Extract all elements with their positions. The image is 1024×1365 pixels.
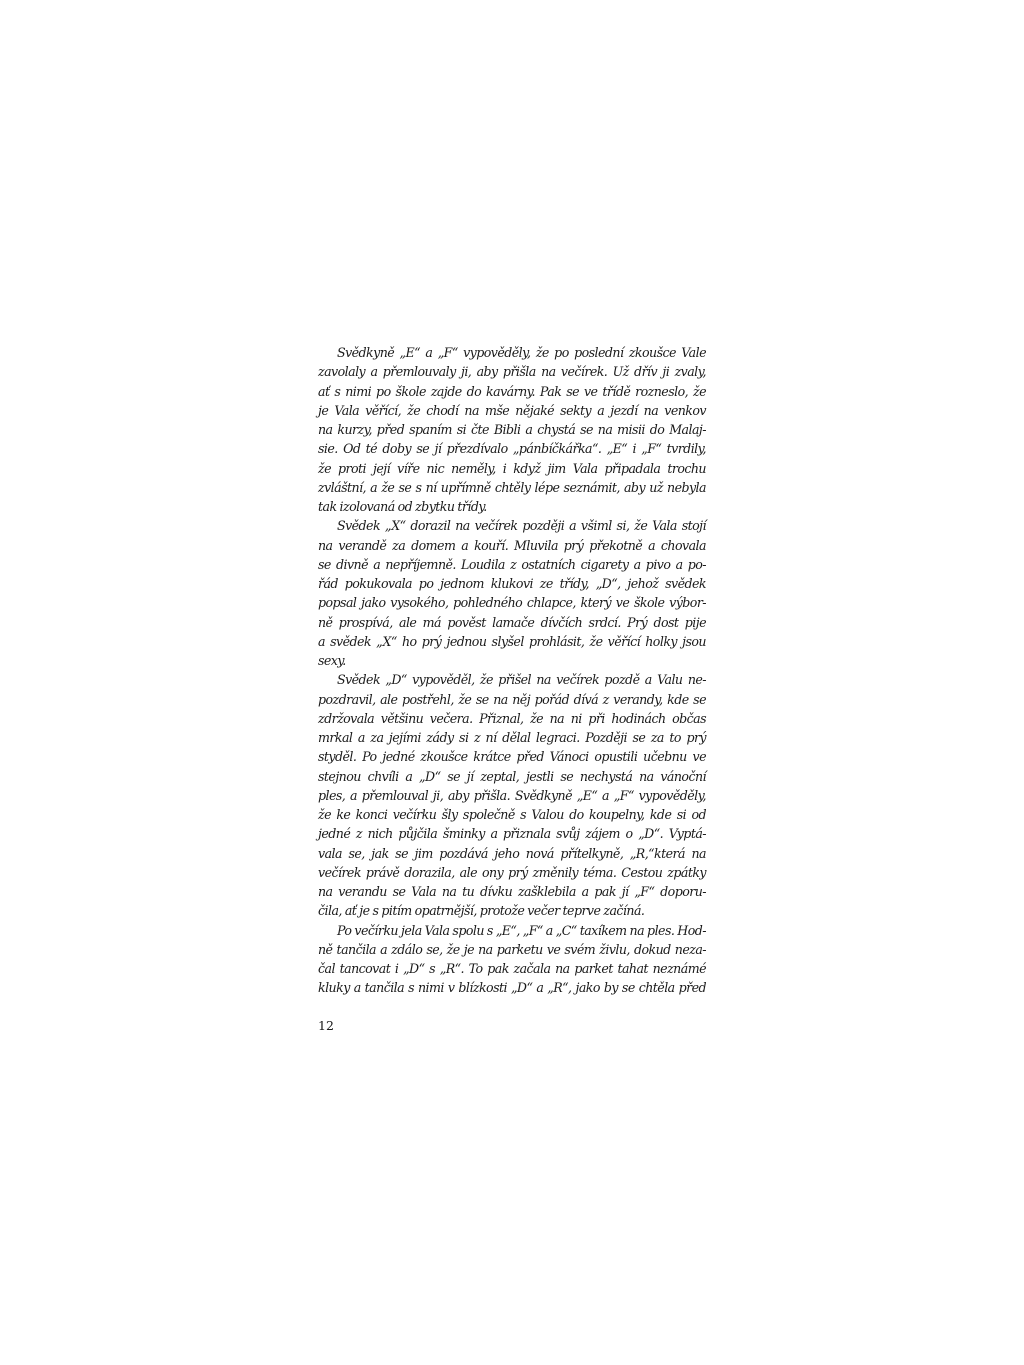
text-line: Svědek „X“ dorazil na večírek později a všiml si, že Vala stojí <box>337 518 706 534</box>
text-line: stejnou chvíli a „D“ se jí zeptal, jestli se nechystá na vánoční <box>318 768 706 784</box>
text-line: styděl. Po jedné zkoušce krátce před Vánoci opustili učebnu ve <box>318 749 706 765</box>
text-line: na kurzy, před spaním si čte Bibli a chystá se na misii do Malaj- <box>318 422 706 437</box>
text-line: na verandě za domem a kouří. Mluvila prý překotně a chovala <box>318 537 706 553</box>
text-line: že proti její víře nic neměly, i když jim Vala připadala trochu <box>318 460 706 476</box>
paragraph <box>318 343 706 516</box>
text-line: sie. Od té doby se jí přezdívalo „pánbíčkářka“. „E“ i „F“ tvrdily, <box>318 441 706 457</box>
paragraph <box>318 921 706 998</box>
text-line: Svědek „D“ vypověděl, že přišel na večírek pozdě a Valu ne- <box>337 672 706 688</box>
text-line: že ke konci večírku šly společně s Valou do koupelny, kde si od <box>318 807 706 822</box>
text-line: se divně a nepříjemně. Loudila z ostatních cigarety a pivo a po- <box>318 556 706 572</box>
text-line: na verandu se Vala na tu dívku zašklebila a pak jí „F“ doporu- <box>318 884 706 899</box>
text-line: zavolaly a přemlouvaly ji, aby přišla na večírek. Už dřív ji zvaly, <box>318 364 706 380</box>
page-number: 12 <box>318 1018 334 1033</box>
text-line: ples, a přemlouval ji, aby přišla. Svědkyně „E“ a „F“ vypověděly, <box>318 787 706 803</box>
text-line: jedné z nich půjčila šminky a přiznala svůj zájem o „D“. Vyptá- <box>318 826 706 842</box>
text-line: ně tančila a zdálo se, že je na parketu ve svém živlu, dokud neza- <box>318 941 706 957</box>
text-line: ně prospívá, ale má pověst lamače dívčích srdcí. Prý dost pije <box>318 614 706 630</box>
paragraph <box>318 516 706 670</box>
text-line: pozdravil, ale postřehl, že se na něj pořád dívá z verandy, kde se <box>318 691 706 707</box>
text-line: tak izolovaná od zbytku třídy. <box>318 499 487 514</box>
text-line: a svědek „X“ ho prý jednou slyšel prohlásit, že věřící holky jsou <box>318 633 706 649</box>
text-line: Svědkyně „E“ a „F“ vypověděly, že po poslední zkoušce Vale <box>337 345 706 360</box>
text-line: je Vala věřící, že chodí na mše nějaké sekty a jezdí na venkov <box>318 402 706 418</box>
body-text <box>318 343 706 998</box>
paragraph <box>318 670 706 920</box>
text-line: večírek právě dorazila, ale ony prý změnily téma. Cestou zpátky <box>318 864 706 880</box>
text-line: popsal jako vysokého, pohledného chlapce, který ve škole výbor- <box>318 595 706 611</box>
text-line: zdržovala většinu večera. Přiznal, že na ni při hodinách občas <box>318 710 706 726</box>
text-line: kluky a tančila s nimi v blízkosti „D“ a „R“, jako by se chtěla před <box>318 980 706 996</box>
text-line: Po večírku jela Vala spolu s „E“, „F“ a „C“ taxíkem na ples. Hod- <box>337 922 706 938</box>
text-line: čal tancovat i „D“ s „R“. To pak začala na parket tahat neznámé <box>318 961 706 976</box>
text-line: vala se, jak se jim pozdává jeho nová přítelkyně, „R,“která na <box>318 845 706 861</box>
text-line: zvláštní, a že se s ní upřímně chtěly lépe seznámit, aby už nebyla <box>318 479 706 495</box>
text-line: sexy. <box>318 653 346 668</box>
text-line: mrkal a za jejími zády si z ní dělal legraci. Později se za to prý <box>318 730 706 745</box>
text-line: ať s nimi po škole zajde do kavárny. Pak se ve třídě rozneslo, že <box>318 383 706 399</box>
text-line: čila, ať je s pitím opatrnější, protože večer teprve začíná. <box>318 903 645 919</box>
text-line: řád pokukovala po jednom klukovi ze třídy, „D“, jehož svědek <box>318 576 706 591</box>
